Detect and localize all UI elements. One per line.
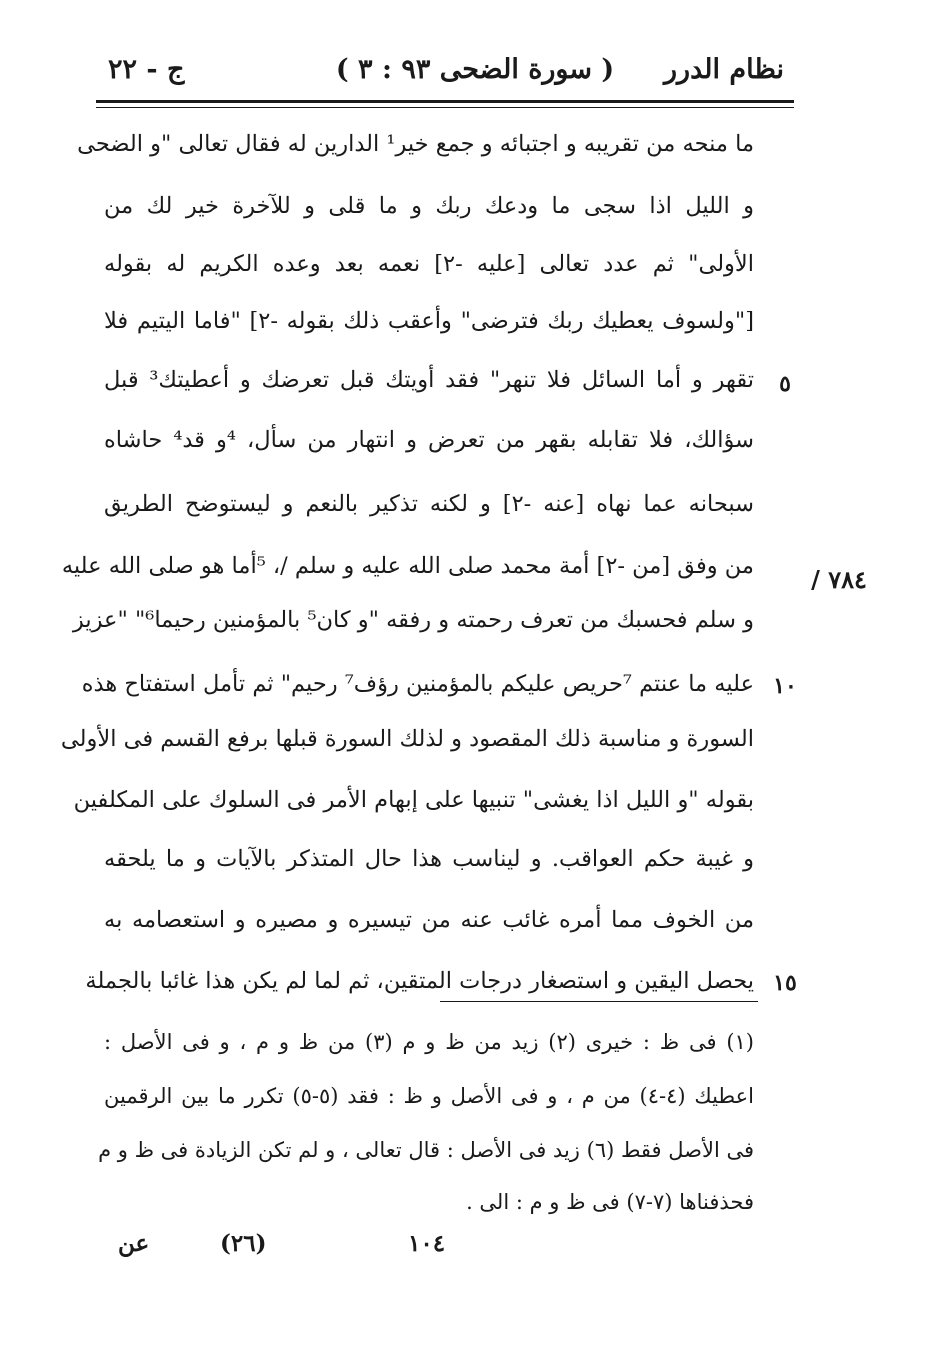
- text-line: تقهر و أما السائل فلا تنهر" فقد أويتك قبل تعرضك و أعطيتك³ قبل: [104, 367, 754, 393]
- text-line: ما منحه من تقريبه و اجتبائه و جمع خير¹ الدارين له فقال تعالى "و الضحى: [77, 131, 754, 157]
- footnote-rule: [440, 1001, 758, 1002]
- margin-reference: ٧٨٤ /: [811, 565, 867, 594]
- line-number: ١٠: [773, 673, 797, 699]
- text-line: عليه ما عنتم ⁷حريص عليكم بالمؤمنين رؤف⁷ رحيم" ثم تأمل استفتاح هذه: [81, 671, 754, 697]
- header-rule-thin: [96, 107, 794, 108]
- signature-mark: (٢٦): [220, 1230, 267, 1257]
- text-line: السورة و مناسبة ذلك المقصود و لذلك السورة قبلها برفع القسم فى الأولى: [60, 726, 754, 752]
- text-line: و سلم فحسبك من تعرف رحمته و رفقه "و كان⁵ بالمؤمنين رحيما⁶" "عزيز: [72, 607, 754, 633]
- footnote-line: فى الأصل فقط (٦) زيد فى الأصل : قال تعالى ، و لم تكن الزيادة فى ظ و م: [98, 1138, 754, 1162]
- sura-reference: ( سورة الضحى ٩٣ : ٣ ): [335, 54, 615, 85]
- line-number: ١٥: [773, 970, 797, 996]
- book-title: نظام الدرر: [664, 54, 784, 85]
- text-line: و غيبة حكم العواقب. و ليناسب هذا حال المتذكر بالآيات و ما يلحقه: [104, 846, 754, 872]
- footnote-line: اعطيك (٤-٤) من م ، و فى الأصل و ظ : فقد (٥-٥) تكرر ما بين الرقمين: [104, 1084, 754, 1108]
- text-line: من الخوف مما أمره غائب عنه من تيسيره و مصيره و استعصامه به: [104, 907, 754, 933]
- line-number: ٥: [779, 371, 791, 397]
- text-line: الأولى" ثم عدد تعالى [عليه -٢] نعمه بعد وعده الكريم له بقوله: [104, 251, 755, 277]
- text-line: من وفق [من -٢] أمة محمد صلى الله عليه و سلم /، ⁵أما هو صلى الله عليه: [61, 553, 754, 579]
- catchword: عن: [118, 1230, 150, 1257]
- volume-page: ج - ٢٢: [108, 54, 185, 85]
- footnote-line: فحذفناها (٧-٧) فى ظ و م : الى .: [466, 1190, 754, 1214]
- header-rule-thick: [96, 100, 794, 103]
- text-line: سبحانه عما نهاه [عنه -٢] و لكنه تذكير بالنعم و ليستوضح الطريق: [104, 491, 754, 517]
- page-number: ١٠٤: [408, 1230, 446, 1257]
- text-line: يحصل اليقين و استصغار درجات المتقين، ثم لما لم يكن هذا غائبا بالجملة: [85, 968, 754, 994]
- text-line: ["ولسوف يعطيك ربك فترضى" وأعقب ذلك بقوله -٢] "فاما اليتيم فلا: [104, 308, 754, 334]
- text-line: سؤالك، فلا تقابله بقهر من تعرض و انتهار من سأل، ⁴و قد⁴ حاشاه: [104, 427, 754, 453]
- footnote-line: (١) فى ظ : خيرى (٢) زيد من ظ و م (٣) من ظ و م ، و فى الأصل :: [104, 1030, 754, 1054]
- text-line: بقوله "و الليل اذا يغشى" تنبيها على إبهام الأمر فى السلوك على المكلفين: [73, 787, 754, 813]
- text-line: و الليل اذا سجى ما ودعك ربك و ما قلى و للآخرة خير لك من: [104, 193, 754, 219]
